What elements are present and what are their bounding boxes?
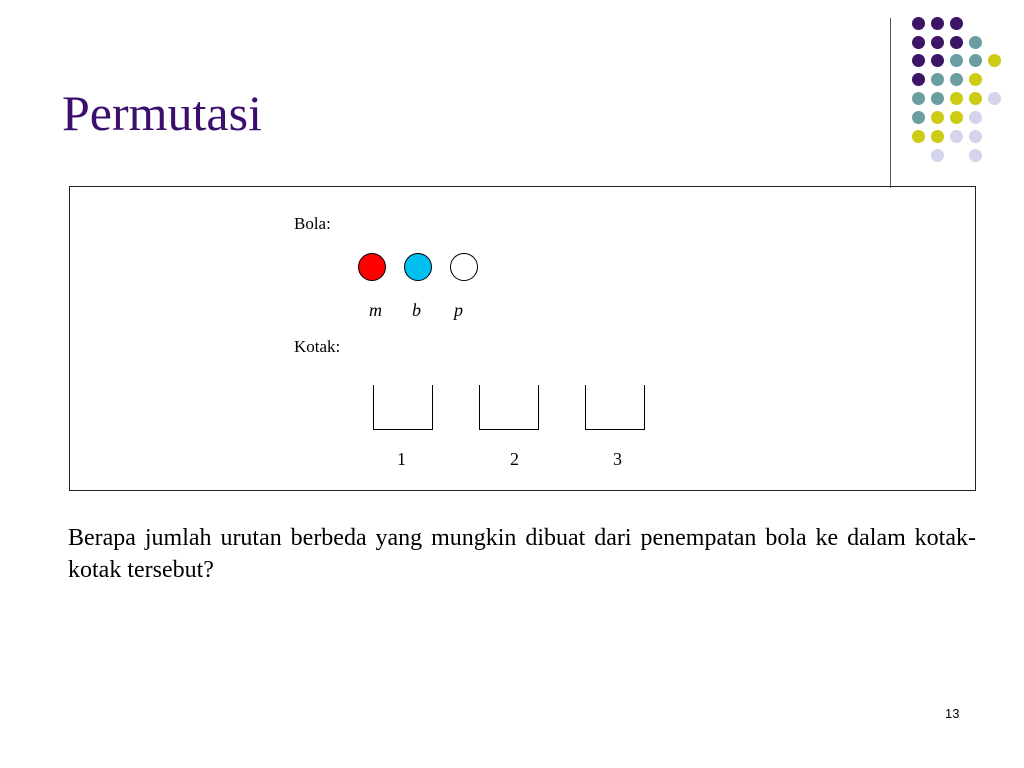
ball-blue [404, 253, 432, 281]
decor-dot [931, 149, 944, 162]
decor-dot [931, 92, 944, 105]
decor-dot [931, 73, 944, 86]
decor-dot [969, 130, 982, 143]
decor-dot [931, 54, 944, 67]
decor-dot [950, 130, 963, 143]
decor-dot [912, 54, 925, 67]
ball-white [450, 253, 478, 281]
decor-dot [950, 54, 963, 67]
balls-label: Bola: [294, 214, 331, 233]
decor-dot [969, 36, 982, 49]
decor-dot [912, 92, 925, 105]
decor-dot [912, 111, 925, 124]
decor-dot [912, 36, 925, 49]
page-number: 13 [945, 706, 960, 721]
decor-dot [931, 17, 944, 30]
ball-letter-p: p [454, 300, 463, 320]
box-1 [373, 385, 433, 430]
decorative-divider [890, 18, 891, 188]
box-number-2: 2 [510, 449, 519, 469]
decor-dot [950, 111, 963, 124]
decor-dot [931, 130, 944, 143]
decor-dot [912, 130, 925, 143]
decor-dot [969, 111, 982, 124]
decor-dot [988, 54, 1001, 67]
diagram-panel [69, 186, 976, 491]
box-2 [479, 385, 539, 430]
decor-dot [969, 149, 982, 162]
decor-dot [931, 111, 944, 124]
decor-dot [969, 54, 982, 67]
box-number-3: 3 [613, 449, 622, 469]
decor-dot [950, 36, 963, 49]
box-number-1: 1 [397, 449, 406, 469]
decor-dot [969, 73, 982, 86]
decor-dot [950, 73, 963, 86]
decor-dot [912, 73, 925, 86]
boxes-label: Kotak: [294, 337, 341, 356]
decor-dot [912, 17, 925, 30]
decor-dot [988, 92, 1001, 105]
ball-letter-m: m [369, 300, 382, 320]
question-text: Berapa jumlah urutan berbeda yang mungkin dibuat dari penempatan bola ke dalam kotak-kotak tersebut? [68, 525, 976, 583]
decor-dot [950, 17, 963, 30]
decor-dot [969, 92, 982, 105]
ball-letter-b: b [412, 300, 421, 320]
decor-dot [931, 36, 944, 49]
slide-title: Permutasi [62, 85, 262, 141]
box-3 [585, 385, 645, 430]
ball-red [358, 253, 386, 281]
decor-dot [950, 92, 963, 105]
